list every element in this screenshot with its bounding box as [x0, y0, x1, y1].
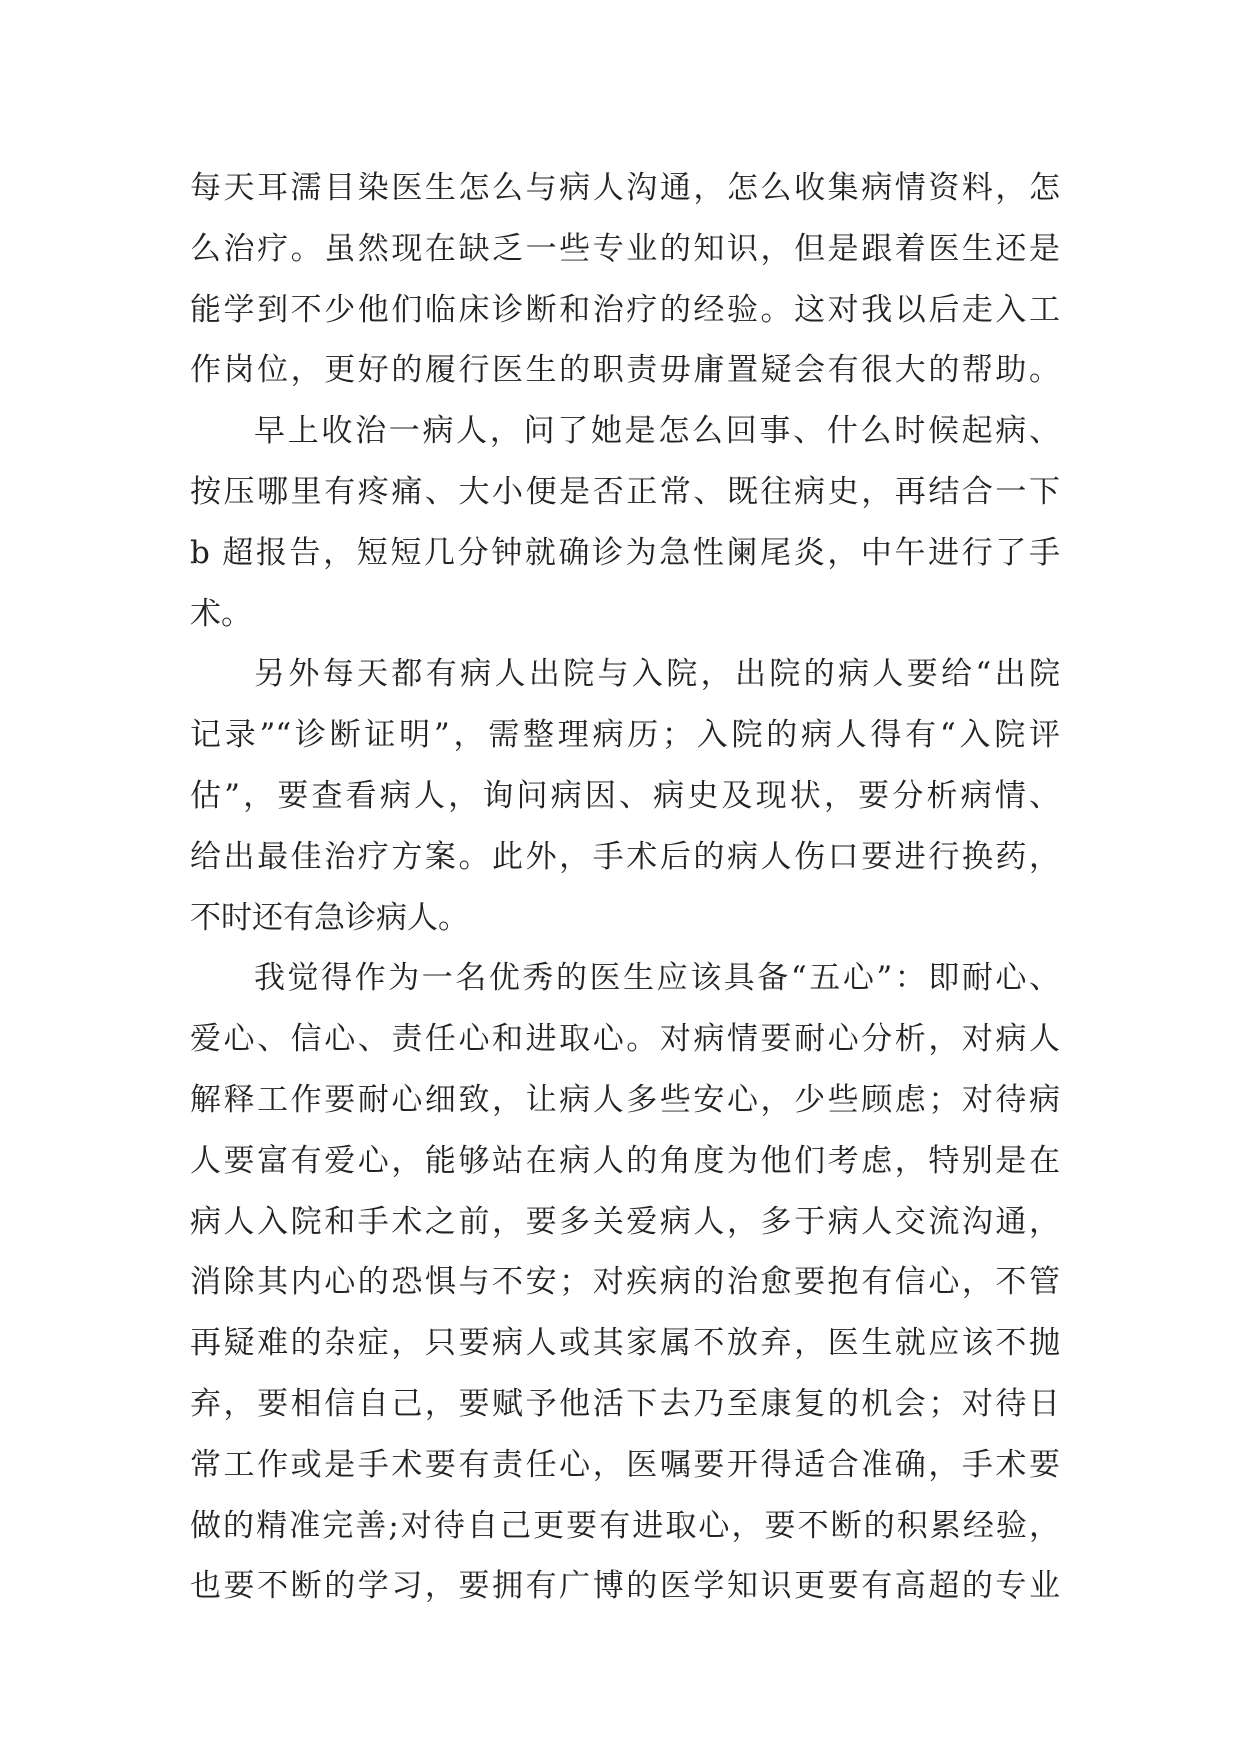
paragraph-line: 么治疗。虽然现在缺乏一些专业的知识，但是跟着医生还是 — [190, 230, 1060, 267]
paragraph — [190, 948, 1060, 1617]
paragraph-line: 解释工作要耐心细致，让病人多些安心，少些顾虑；对待病 — [190, 1081, 1060, 1118]
paragraph-line: 术。 — [190, 595, 252, 632]
paragraph-line: 按压哪里有疼痛、大小便是否正常、既往病史，再结合一下 — [190, 473, 1060, 510]
paragraph-line: 消除其内心的恐惧与不安；对疾病的治愈要抱有信心，不管 — [190, 1264, 1060, 1301]
paragraph-line: 早上收治一病人，问了她是怎么回事、什么时候起病、 — [254, 413, 1060, 450]
paragraph-line: 爱心、信心、责任心和进取心。对病情要耐心分析，对病人 — [190, 1021, 1060, 1058]
paragraph-line: 也要不断的学习，要拥有广博的医学知识更要有高超的专业 — [190, 1568, 1060, 1605]
paragraph-line: 作岗位，更好的履行医生的职责毋庸置疑会有很大的帮助。 — [190, 352, 1060, 389]
paragraph-line: 每天耳濡目染医生怎么与病人沟通，怎么收集病情资料，怎 — [190, 170, 1060, 206]
paragraph-line: 能学到不少他们临床诊断和治疗的经验。这对我以后走入工 — [190, 291, 1060, 328]
paragraph — [190, 401, 1060, 644]
paragraph-line: 人要富有爱心，能够站在病人的角度为他们考虑，特别是在 — [190, 1142, 1060, 1179]
paragraph-line: 估”，要查看病人，询问病因、病史及现状，要分析病情、 — [190, 777, 1060, 814]
paragraph-line: 再疑难的杂症，只要病人或其家属不放弃，医生就应该不抛 — [190, 1325, 1060, 1362]
paragraph-line: b 超报告，短短几分钟就确诊为急性阑尾炎，中午进行了手 — [190, 534, 1060, 571]
document-body — [190, 158, 1060, 1617]
paragraph-line: 记录”“诊断证明”，需整理病历；入院的病人得有“入院评 — [190, 717, 1060, 754]
paragraph — [190, 158, 1060, 401]
paragraph-line: 另外每天都有病人出院与入院，出院的病人要给“出院 — [254, 656, 1060, 693]
paragraph-line: 做的精准完善;对待自己更要有进取心，要不断的积累经验， — [190, 1507, 1060, 1544]
paragraph-line: 常工作或是手术要有责任心，医嘱要开得适合准确，手术要 — [190, 1446, 1060, 1483]
paragraph-line: 不时还有急诊病人。 — [190, 899, 469, 936]
paragraph — [190, 644, 1060, 948]
paragraph-line: 给出最佳治疗方案。此外，手术后的病人伤口要进行换药， — [190, 838, 1060, 875]
paragraph-line: 病人入院和手术之前，要多关爱病人，多于病人交流沟通， — [190, 1203, 1060, 1240]
paragraph-line: 弃，要相信自己，要赋予他活下去乃至康复的机会；对待日 — [190, 1385, 1060, 1422]
paragraph-line: 我觉得作为一名优秀的医生应该具备“五心”：即耐心、 — [254, 960, 1060, 997]
